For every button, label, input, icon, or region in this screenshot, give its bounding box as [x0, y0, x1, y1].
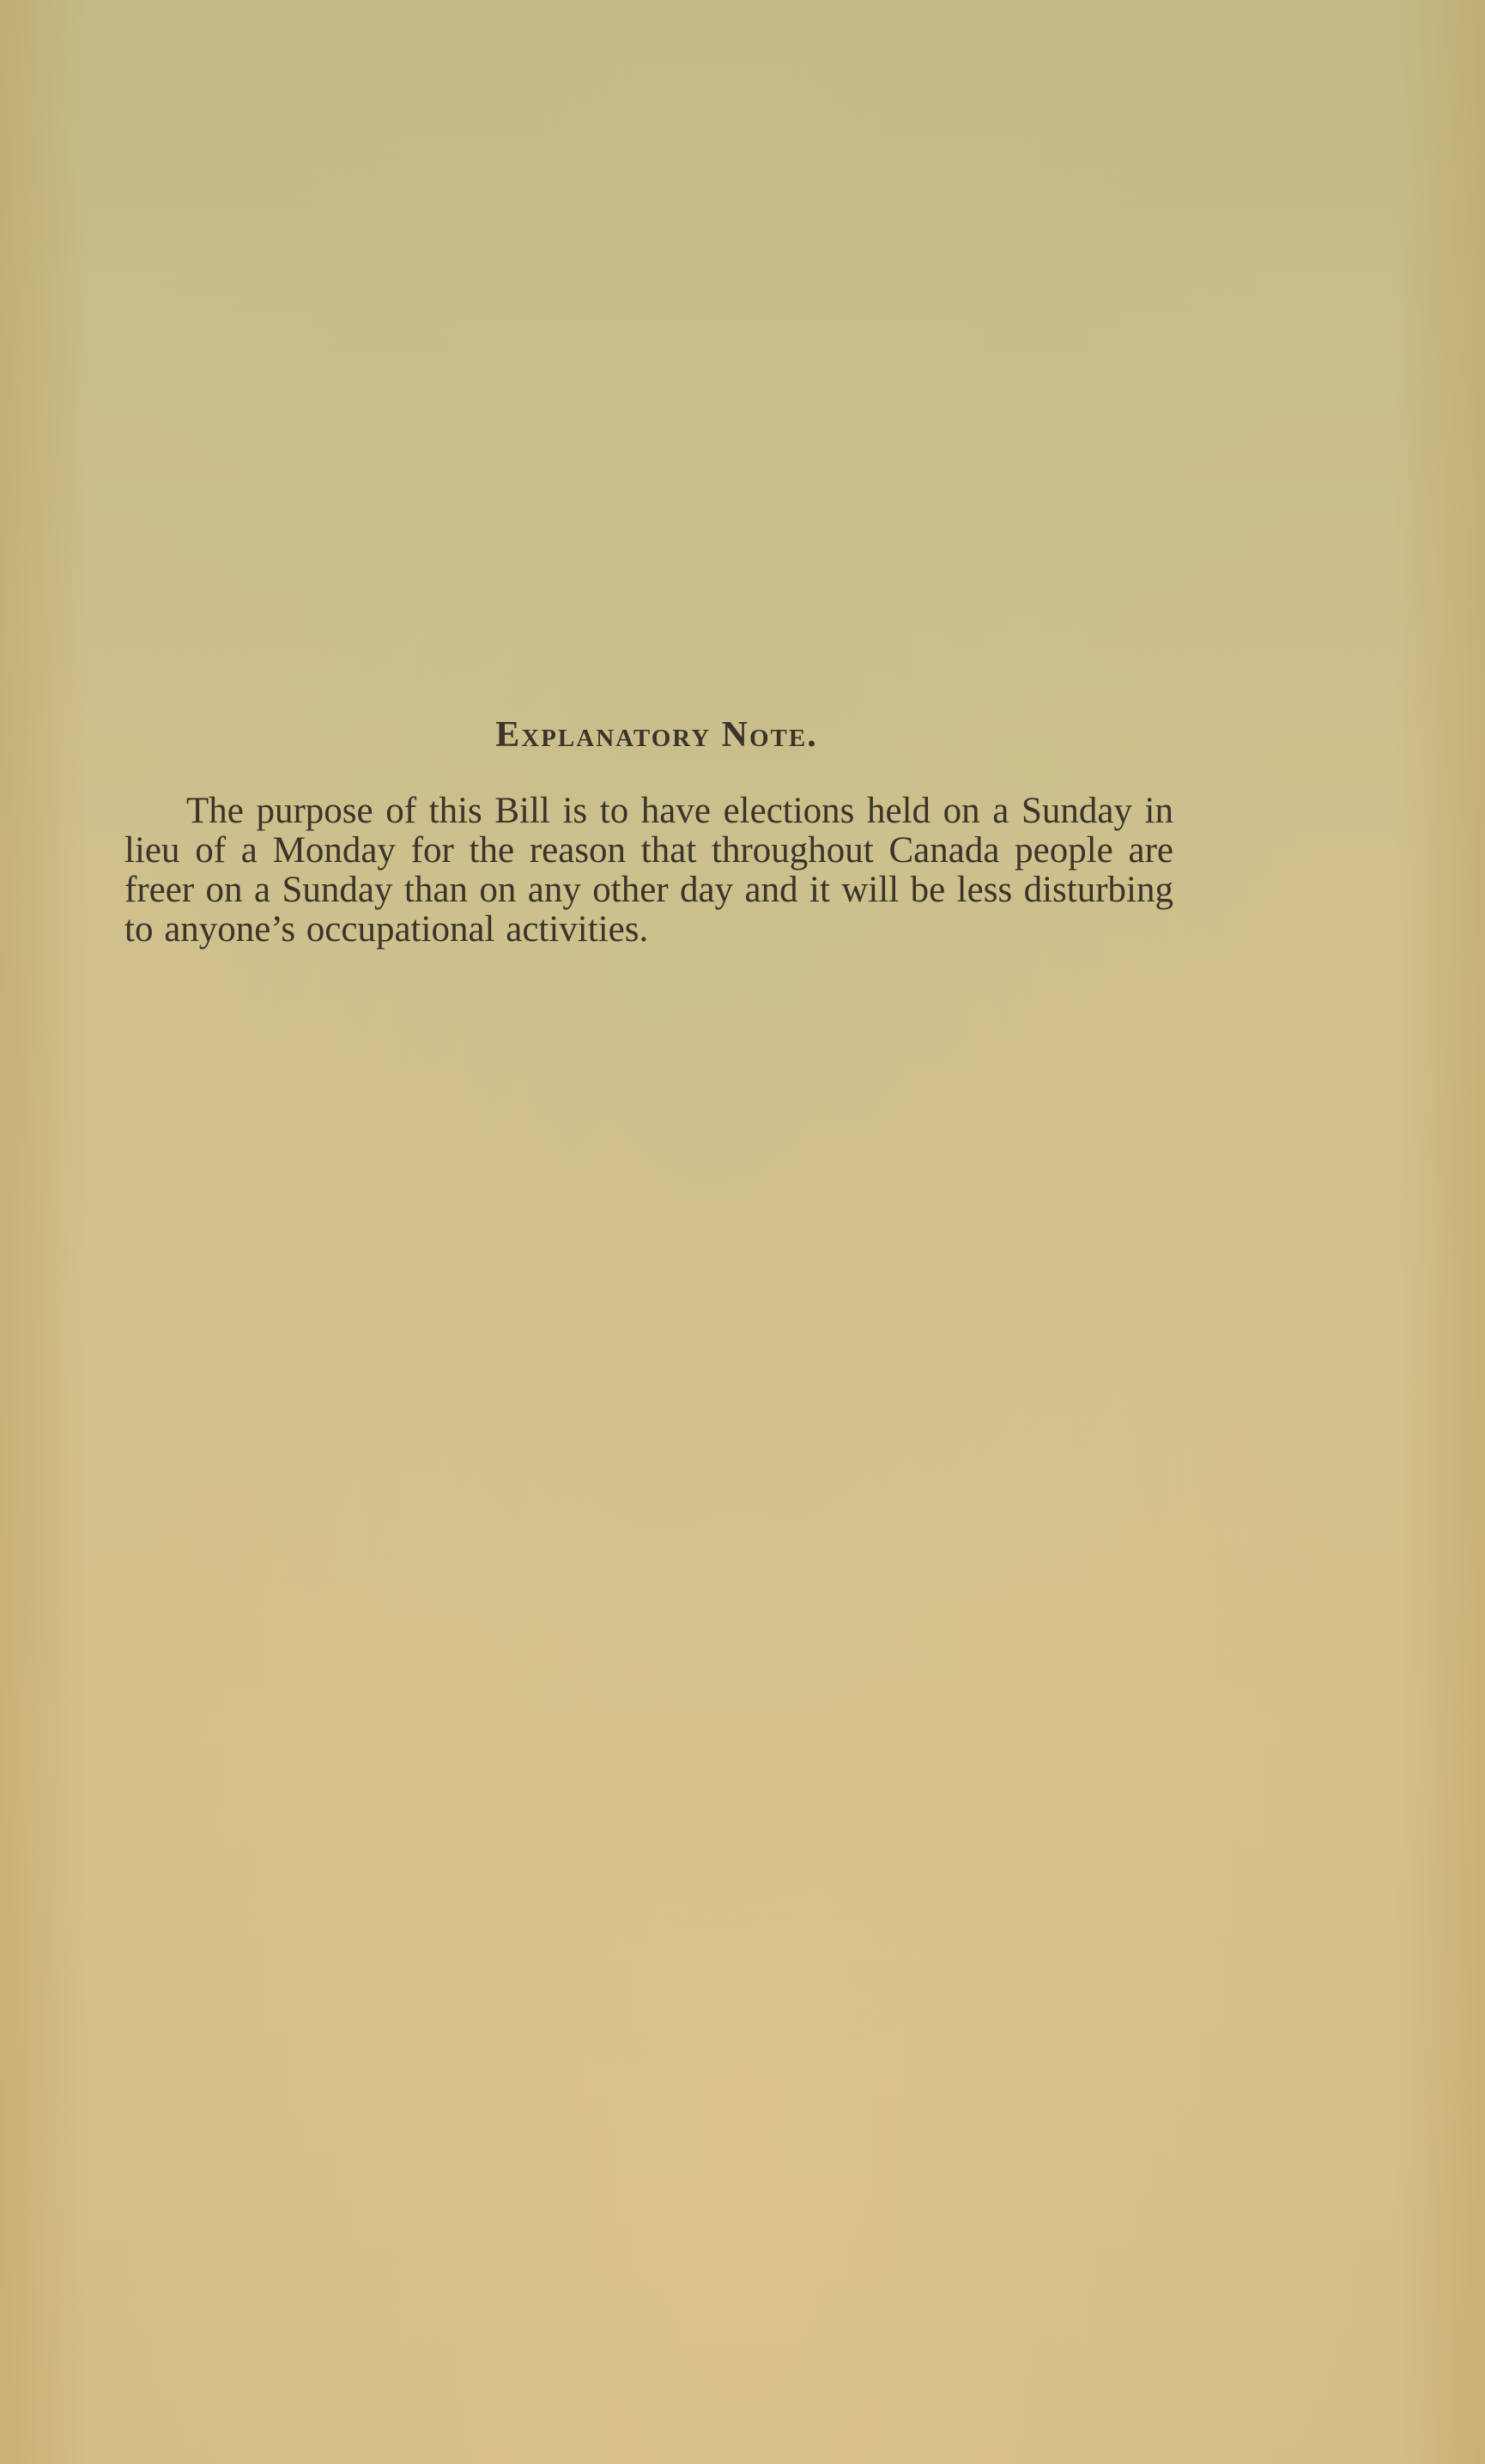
explanatory-note-heading: Explanatory Note. [495, 715, 818, 755]
explanatory-note-paragraph: The purpose of this Bill is to have elections held on a Sunday in lieu of a Monday for the reason that throughout Canada people are freer on a Sunday than on any other day and it will be less disturbing to anyone’s occupational activities. [124, 791, 1173, 950]
explanatory-note-section [124, 714, 1173, 950]
